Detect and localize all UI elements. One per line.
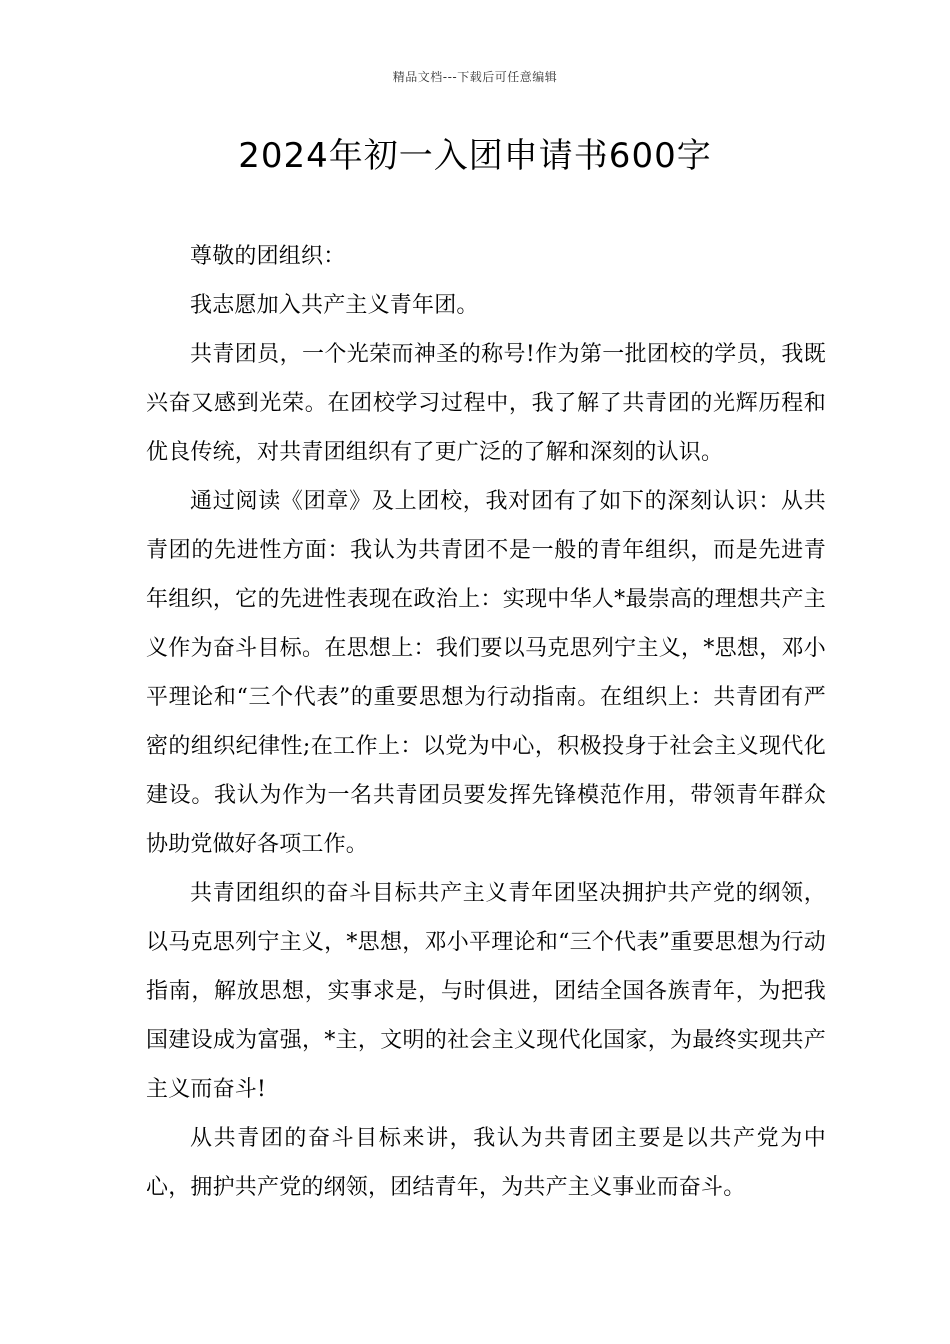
paragraph-3: 通过阅读《团章》及上团校，我对团有了如下的深刻认识：从共青团的先进性方面：我认为共青团不是一般的青年组织，而是先进青年组织，它的先进性表现在政治上：实现中华人*最崇高的理想共产主义作为奋斗目标。在思想上：我们要以马克思列宁主义，*思想，邓小平理论和“三个代表”的重要思想为行动指南。在组织上：共青团有严密的组织纪律性;在工作上：以党为中心，积极投身于社会主义现代化建设。我认为作为一名共青团员要发挥先锋模范作用，带领青年群众协助党做好各项工作。 [146, 489, 826, 857]
paragraph-1: 我志愿加入共产主义青年团。 [190, 293, 479, 318]
salutation: 尊敬的团组织： [190, 244, 346, 269]
document-body [146, 232, 826, 1212]
paragraph-4: 共青团组织的奋斗目标共产主义青年团坚决拥护共产党的纲领，以马克思列宁主义，*思想，邓小平理论和“三个代表”重要思想为行动指南，解放思想，实事求是，与时俱进，团结全国各族青年，为把我国建设成为富强，*主，文明的社会主义现代化国家，为最终实现共产主义而奋斗! [146, 881, 826, 1102]
document-title: 2024年初一入团申请书600字 [238, 136, 712, 176]
header-note: 精品文档---下载后可任意编辑 [392, 70, 558, 84]
paragraph-5: 从共青团的奋斗目标来讲，我认为共青团主要是以共产党为中心，拥护共产党的纲领，团结青年，为共产主义事业而奋斗。 [146, 1126, 826, 1200]
paragraph-2: 共青团员，一个光荣而神圣的称号!作为第一批团校的学员，我既兴奋又感到光荣。在团校学习过程中，我了解了共青团的光辉历程和优良传统，对共青团组织有了更广泛的了解和深刻的认识。 [146, 342, 826, 465]
